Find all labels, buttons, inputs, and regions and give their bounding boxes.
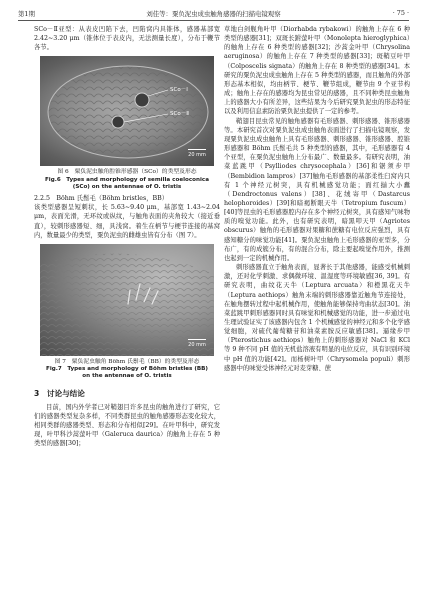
paragraph-bb: 该类型感器呈短刺状，长 5.63~9.40 μm，基部宽 1.43~2.04 μm，表面光滑，无环纹或纵纹，与触角表面的夹角较大（接近垂直），较刺形感器短、细，具浅窝。着生在柄节与梗节连接的基窝内，数量最少的类型，粟负泥虫的雌雄虫皆有分布（图 7）。 [34, 204, 220, 239]
sem-micrograph-sco [40, 56, 214, 166]
page-number: · 75 · [392, 9, 409, 17]
caption-zh: 图 6 粟负泥虫触角腔锥形感器（SCo）的类型及形态 [57, 169, 197, 176]
caption-zh-7: 图 7 粟负泥虫触角 Böhm 氏鬃毛（BB）的类型及形态 [54, 358, 200, 365]
sem-micrograph-bb [40, 244, 214, 356]
subsection-title-bb: 2.2.5 Böhm 氏鬃毛（Böhm bristles，BB） [34, 195, 169, 203]
caption-en-7-1: Fig.7 Types and morphology of Böhm bristles (BB) [46, 366, 208, 373]
caption-en-2: (SCo) on the antennae of O. tristis [72, 183, 182, 190]
paragraph-discussion-3: 鞘翅目昆虫常见的触角感器有毛形感器、刺形感器、锥形感器等。本研究首次对粟负泥虫成虫触角表面进行了扫描电镜观察，发现粟负泥虫成虫触角上具有毛形感器、刺形感器、锥形感器、腔锥形感器和 Böhm 氏鬃毛共 5 种类型的感器，其中，毛形感器有 4 个亚型，在粟负泥虫触角上分布最广、数量最多。有研究表明，油菜蓝跳甲（Psylliodes chrysocephala）[36]和锯须步甲（Bembidion lampros）[37]触角毛形感器的基部柔性臼窝内只有 1 个神经元树突，具有机械感觉功能；面红揃大小蠹（Dendroctonus valens）[38]、花绒寄甲（Dastarcus helophoroides）[39]和暗褐断眼天牛（Tetropium fuscum）[40]等昆虫的毛形感器腔内存在多个神经元树突，具有感知气味物质的嗅觉功能。此外，也有研究表明，暗黑叩天甲（Agriotes obscurus）触角的毛形感器对果糖和蔗糖有电位反应强烈，具有感知糖分的味觉功能[41]。粟负泥虫触角上毛形感器的亚型多，分布广，有的成簇分布，有的混合分布，除主要起嗅觉作用外，推测也起到一定的机械作用。 [224, 117, 410, 262]
paragraph-discussion-1: 目前，国内外学者已对鞘翅目许多昆虫的触角进行了研究，它们的感器类型复杂多样，不同类群昆虫的触角感器形态变化较大，相同类群的感器类型、形态和分布相似[29]。在叶甲科中，研究发现，叶甲科沙蒿萤叶甲（Galeruca daurica）的触角上存在 5 种类型的感器[30]； [34, 403, 220, 448]
scale-text: 20 mm [188, 152, 206, 159]
right-column [224, 25, 410, 373]
caption-en-1: Fig.6 Types and morphology of semilla coeloconica [44, 176, 210, 183]
scale-bar [188, 149, 206, 160]
figure-6-caption [40, 169, 214, 191]
header-rule [18, 20, 409, 21]
section-heading-discussion: 3 讨论与结论 [34, 389, 85, 399]
left-column [34, 25, 220, 448]
scale-bar-7 [188, 339, 206, 350]
figure-7 [40, 244, 214, 381]
running-title: 刘佳等：粟负泥虫成虫触角感器的扫描电镜观察 [146, 10, 281, 18]
paragraph-discussion-4: 刺形感器直立于触角表面，显著长于其他感器，能感受机械刺激，还对化学刺激、求偶微环境、温湿度等环境敏感[36, 39]。有研究表明，曲纹花天牛（Leptura arcuata）和橙黑花天牛（Leptura aethiops）触角末端的刺形感器靠近触角节连接处，在触角摆转过程中起机械作用，使触角能够保持弯曲状态[30]。油菜蓝跳甲刺形感器同时具有味觉和机械感觉的功能，进一步通过电生理试验证实了该感器内包含 1 个机械感觉的神经元和多个化学感觉细胞，对硫代葡萄糖苷和油菜素胺反应敏感[38]。逼缘步甲（Pterostichus aethiops）触角上的刺形感器对 NaCl 和 KCl 等 9 种不同 pH 值的无机盐溶液有明显的电位反应，具有识别环境中 pH 值的功能[42]。而杨树叶甲（Chrysomela populi）刺形感器中的味觉受体神经元对麦芽糖、蔗 [224, 264, 410, 372]
paragraph-sco2: SCo－Ⅱ亚型：从表皮凹陷下去，凹陷窝内具锥体，感器基部宽 2.42~3.20 μm（锥体位于表皮内，无法测量长度），分布于鞭节各节。 [34, 26, 220, 52]
issue-number: 第1期 [18, 10, 35, 18]
figure-7-caption [40, 359, 214, 381]
page-header [18, 7, 409, 21]
figure-6 [40, 56, 214, 191]
scale-text-7: 20 mm [188, 341, 206, 348]
label-sco2: SCo－Ⅱ [170, 111, 189, 118]
paragraph-discussion-2: 草地白剑舰角叶甲（Diorhabda rybakowi）的触角上存在 6 种类型的感器[31]；双斑长跗萤叶甲（Monolepta hieroglyphica）的触角上存在 6 种类型的感器[32]；沙蒿金叶甲（Chrysolina aeruginosa）的触角上存在 7 种类型的感器[33]；斑鞘豆叶甲（Colposcelis signata）的触角上存在 8 种类型的感器[34]。本研究的粟负泥虫成虫触角上存在 5 种类型的感器，而且触角的外部形态基本相似，均由柄节、梗节、鞭节组成，鞭节由 9 个亚节构成；触角上存在的感器均为昆虫常见的感器，且不同种类昆虫触角上的感器大小有所差异，这些结果为今后研究粟负泥虫的形态特征以及利用信息素防治粟负泥虫提供了一定的参考。 [224, 26, 410, 116]
caption-en-7-2: on the antennae of O. tristis [82, 373, 172, 380]
label-sco1: SCo－Ⅰ [170, 87, 188, 94]
